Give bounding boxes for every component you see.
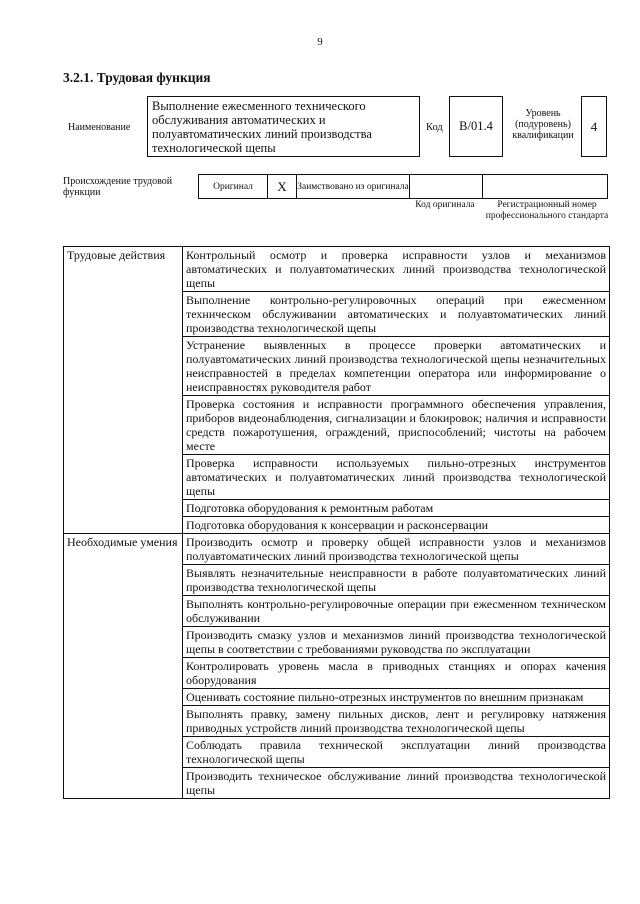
level-value: 4 [590,118,598,134]
category-label: Необходимые умения [67,535,178,549]
category-cell [64,534,183,799]
borrowed-label-cell [296,174,410,199]
table-cell: Оценивать состояние пильно-отрезных инструментов по внешним признакам [183,689,610,706]
level-box [581,96,607,157]
function-name-box [147,96,420,157]
origin-row [198,174,609,199]
code-original-cell [409,174,483,199]
page-number: 9 [317,36,323,48]
reg-number-cell [482,174,608,199]
borrowed-label: Заимствовано из оригинала [297,181,409,192]
table-cell: Производить осмотр и проверку общей исправности узлов и механизмов полуавтоматических линий производства технологической щепы [183,534,610,565]
original-mark: X [277,178,287,194]
code-label: Код [426,122,443,133]
section-title: 3.2.1. Трудовая функция [63,70,211,85]
table-cell: Выполнять контрольно-регулировочные операции при ежесменном техническом обслуживании [183,596,610,627]
table-cell: Соблюдать правила технической эксплуатации линий производства технологической щепы [183,737,610,768]
table-cell: Проверка состояния и исправности программного обеспечения управления, приборов видеонаблюдения, сигнализации и блокировок; наличия и исправности средств пожаротушения, ограждений, приспособлений; чистоты на рабочем месте [183,396,610,455]
original-label: Оригинал [213,181,253,192]
table-cell: Производить смазку узлов и механизмов линий производства технологической щепы в соответствии с требованиями руководства по эксплуатации [183,627,610,658]
table-cell: Контрольный осмотр и проверка исправности узлов и механизмов автоматических и полуавтоматических линий производства технологической щепы [183,247,610,292]
category-label: Трудовые действия [67,248,166,262]
table-cell: Проверка исправности используемых пильно-отрезных инструментов автоматических и полуавтоматических линий производства технологической щепы [183,455,610,500]
table-row [64,247,610,292]
table-cell: Производить техническое обслуживание линий производства технологической щепы [183,768,610,799]
code-original-caption: Код оригинала [415,200,475,210]
reg-number-caption: Регистрационный номер профессионального стандарта [485,200,609,221]
origin-label: Происхождение трудовой функции [63,176,173,198]
table-row [64,534,610,565]
table-cell: Выполнять правку, замену пильных дисков, лент и регулировку натяжения приводных устройств линий производства технологической щепы [183,706,610,737]
table-cell: Выполнение контрольно-регулировочных операций при ежесменном техническом обслуживании автоматических и полуавтоматических линий производства технологической щепы [183,292,610,337]
table-cell: Устранение выявленных в процессе проверки автоматических и полуавтоматических линий производства технологической щепы незначительных неисправностей в пределах компетенции оператора или информирование о неисправностях руководителя работ [183,337,610,396]
original-label-cell [198,174,268,199]
table-cell: Подготовка оборудования к ремонтным работам [183,500,610,517]
table-cell: Подготовка оборудования к консервации и расконсервации [183,517,610,534]
function-name-value: Выполнение ежесменного технического обслуживания автоматических и полуавтоматических линий производства технологической щепы [152,99,372,155]
table-cell: Контролировать уровень масла в приводных станциях и опорах качения оборудования [183,658,610,689]
level-label: Уровень (подуровень) квалификации [512,108,574,141]
category-cell [64,247,183,534]
original-mark-cell [267,174,297,199]
code-box [449,96,503,157]
table-cell: Выявлять незначительные неисправности в работе полуавтоматических линий производства технологической щепы [183,565,610,596]
labor-function-table [63,246,610,799]
name-label: Наименование [68,122,131,133]
code-value: B/01.4 [459,119,493,133]
